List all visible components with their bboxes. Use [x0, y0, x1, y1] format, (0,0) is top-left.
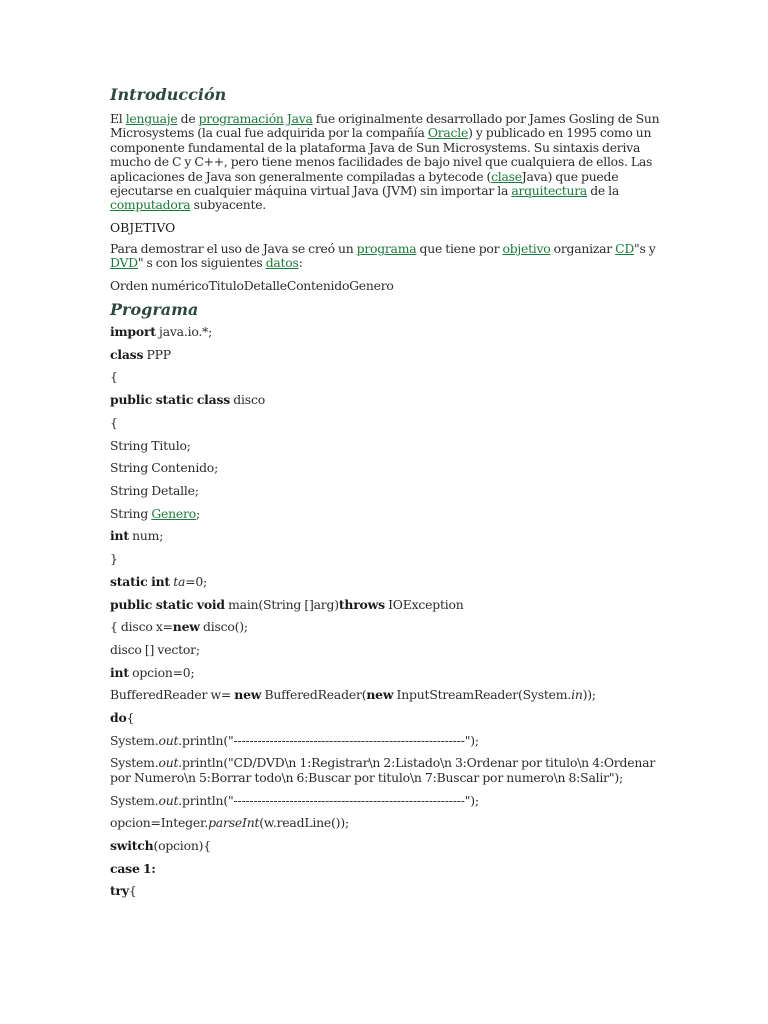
link-objetivo[interactable]: objetivo [502, 240, 551, 256]
text-segment: { disco x= [110, 619, 173, 635]
code-line [110, 839, 670, 853]
text-segment: .println("----------------------------------------------------------"); [178, 732, 479, 748]
text-segment: opcion=Integer. [110, 815, 209, 831]
link-genero[interactable]: Genero [151, 505, 197, 521]
text-segment: de [177, 111, 199, 126]
link-computadora[interactable]: computadora [110, 197, 191, 213]
link-java[interactable]: Java [286, 111, 313, 126]
objetivo-paragraph [110, 242, 670, 271]
text-segment: ) y publicado en 1995 como un componente fundamental de la plataforma Java de Sun Microsystems. Su sintaxis deriva mucho de C y C++, pero tiene menos facilidades de bajo nivel que cualquiera de ellos. Las aplicaciones de Java son generalmente compiladas a bytecode ( [110, 125, 653, 184]
code-line [110, 794, 670, 808]
code-line [110, 461, 670, 475]
keyword: throws [338, 596, 385, 612]
keyword: new [172, 619, 200, 635]
keyword: int [110, 664, 129, 680]
text-segment: subyacente. [190, 197, 266, 213]
programa-heading: Programa [110, 300, 199, 320]
code-line [110, 529, 670, 543]
keyword: new [366, 687, 394, 703]
code-line [110, 711, 670, 725]
text-segment: PPP [143, 346, 171, 362]
code-line [110, 884, 670, 898]
code-line [110, 507, 670, 521]
code-line [110, 756, 670, 785]
text-segment: (opcion){ [153, 837, 211, 853]
text-segment: String Detalle; [110, 482, 199, 498]
keyword: public static class [110, 392, 231, 408]
keyword: static int [110, 573, 170, 589]
code-line [110, 643, 670, 657]
text-segment: disco(); [199, 619, 248, 635]
code-line [110, 575, 670, 589]
code-line [110, 666, 670, 680]
text-segment: { [128, 883, 137, 899]
text-segment: System. [110, 792, 159, 808]
link-lenguaje[interactable]: lenguaje [125, 111, 178, 126]
text-segment: BufferedReader( [261, 687, 367, 703]
link-cd[interactable]: CD [615, 240, 635, 256]
text-segment: .println("----------------------------------------------------------"); [178, 792, 479, 808]
text-segment: java.io.*; [155, 324, 213, 340]
text-segment: InputStreamReader(System. [393, 687, 572, 703]
text-segment: opcion=0; [128, 664, 195, 680]
code-line [110, 439, 670, 453]
code-line [110, 348, 670, 362]
text-segment: disco [230, 392, 265, 408]
text-segment: main(String []arg) [224, 596, 339, 612]
link-dvd[interactable]: DVD [110, 255, 138, 271]
keyword: class [110, 346, 144, 362]
keyword: import [110, 324, 156, 340]
text-segment: (w.readLine()); [259, 815, 349, 831]
code-line [110, 484, 670, 498]
text-segment: out [158, 792, 179, 808]
link-clase[interactable]: clase [491, 168, 522, 184]
link-arquitectura[interactable]: arquitectura [511, 183, 588, 199]
code-line [110, 598, 670, 612]
text-segment: String Titulo; [110, 437, 191, 453]
text-segment: System. [110, 732, 159, 748]
intro-heading: Introducción [110, 85, 227, 104]
text-segment: in [571, 687, 583, 703]
text-segment: out [158, 732, 179, 748]
text-segment: { [110, 369, 118, 385]
code-block [110, 325, 670, 899]
keyword: new [234, 687, 262, 703]
text-segment: Java) que puede ejecutarse en cualquier máquina virtual Java (JVM) sin importar la [110, 168, 619, 199]
keyword: try [110, 883, 129, 899]
code-line [110, 552, 670, 566]
code-line [110, 816, 670, 830]
keyword: switch [110, 837, 154, 853]
text-segment: System. [110, 755, 159, 771]
text-segment: de la [587, 183, 620, 199]
code-line [110, 370, 670, 384]
text-segment: { [110, 414, 118, 430]
text-segment: .println("CD/DVD\n 1:Registrar\n 2:Listado\n 3:Ordenar por titulo\n 4:Ordenar por Numero\n 5:Borrar todo\n 6:Buscar por titulo\n 7:Buscar por numero\n 8:Salir"); [110, 755, 656, 785]
link-oracle[interactable]: Oracle [427, 125, 469, 141]
link-programa[interactable]: programa [356, 240, 417, 256]
text-segment: disco [] vector; [110, 641, 200, 657]
fields-line: Orden numéricoTituloDetalleContenidoGenero [110, 277, 394, 293]
text-segment: "s y [634, 240, 656, 256]
intro-paragraph [110, 112, 670, 213]
keyword: public static void [110, 596, 225, 612]
keyword: do [110, 710, 127, 726]
code-line [110, 416, 670, 430]
text-segment: String [110, 505, 152, 521]
keyword: int [110, 528, 129, 544]
link-datos[interactable]: datos [265, 255, 299, 271]
text-segment: : [298, 255, 303, 271]
code-line [110, 862, 670, 876]
text-segment: num; [128, 528, 164, 544]
text-segment: IOException [384, 596, 464, 612]
text-segment: out [158, 755, 179, 771]
keyword: case [110, 860, 140, 876]
code-line [110, 393, 670, 407]
keyword: 1: [142, 860, 156, 876]
link-programacion[interactable]: programación [198, 111, 284, 126]
text-segment: organizar [550, 240, 616, 256]
code-line [110, 620, 670, 634]
code-line [110, 325, 670, 339]
text-segment: que tiene por [416, 240, 503, 256]
text-segment: fue originalmente desarrollado por James Gosling de Sun Microsystems (la cual fue adquirida por la compañía [110, 111, 660, 141]
text-segment: { [126, 710, 135, 726]
text-segment: ta [173, 573, 186, 589]
text-segment: ; [196, 505, 201, 521]
text-segment: } [110, 551, 118, 567]
text-segment: El [110, 111, 126, 126]
code-line [110, 734, 670, 748]
text-segment: =0; [185, 573, 208, 589]
code-line [110, 688, 670, 702]
objetivo-heading: OBJETIVO [110, 219, 176, 235]
text-segment: " s con los siguientes [137, 255, 266, 271]
text-segment: Para demostrar el uso de Java se creó un [110, 240, 357, 256]
text-segment: )); [582, 687, 596, 703]
text-segment: parseInt [208, 815, 260, 831]
text-segment: String Contenido; [110, 460, 219, 476]
text-segment: BufferedReader w= [110, 687, 235, 703]
document-page [110, 84, 670, 899]
